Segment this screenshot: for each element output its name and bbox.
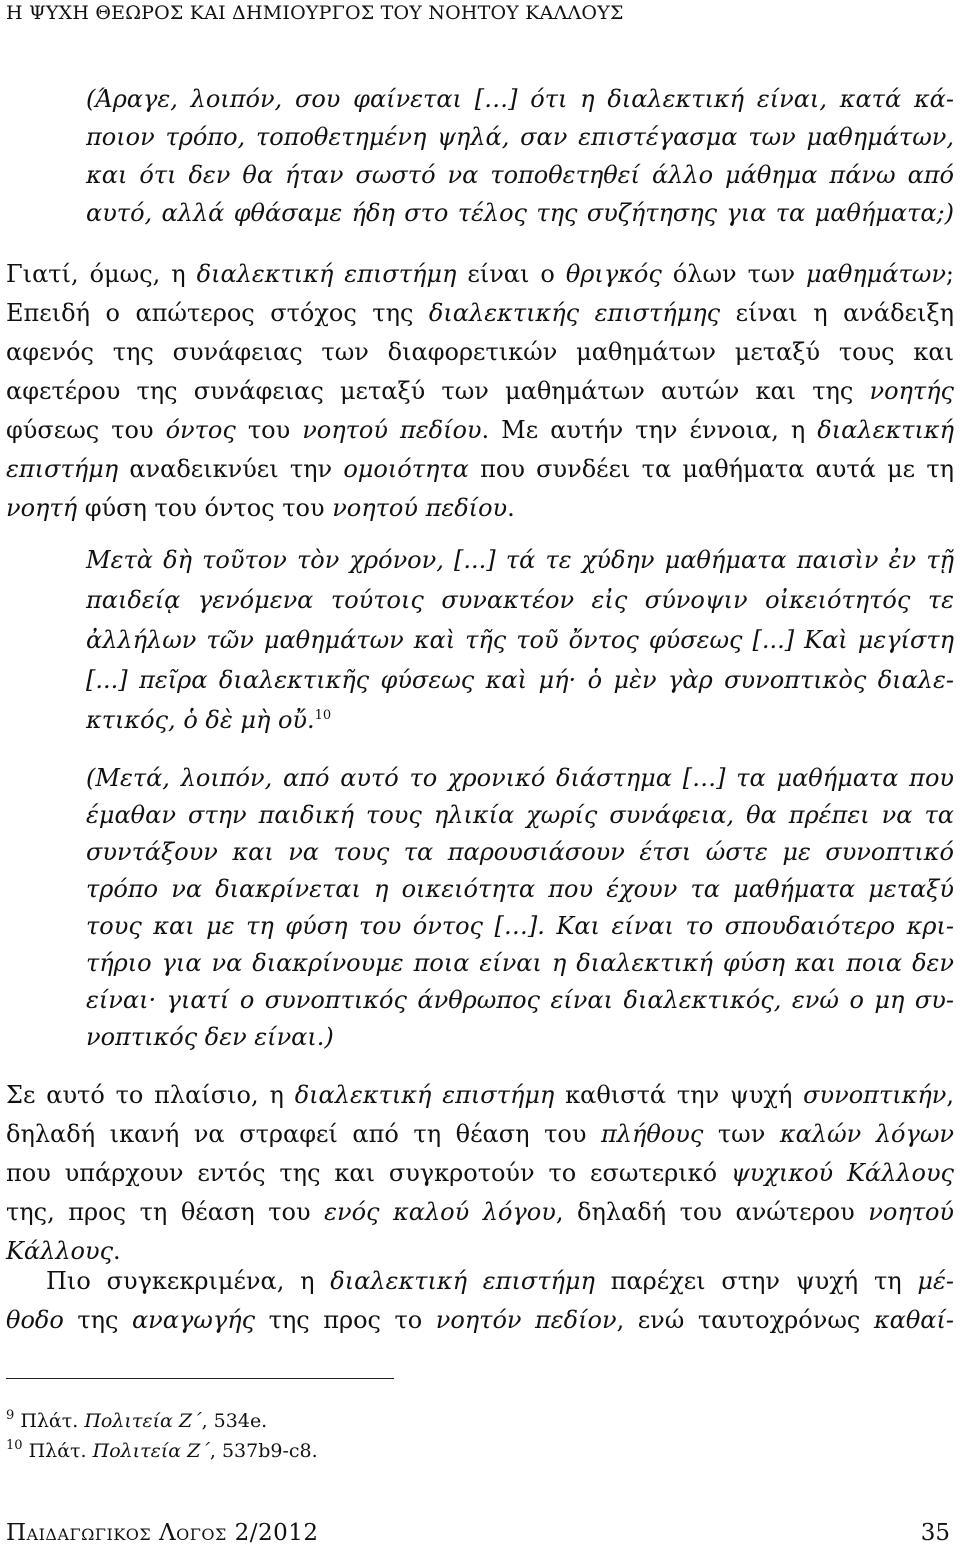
emphasis: πλήθους	[601, 1120, 704, 1148]
footnote-reference[interactable]: 10	[314, 708, 332, 723]
footnote-10	[6, 1434, 318, 1463]
text-line	[6, 1154, 954, 1193]
emphasis: διαλεκτική επιστήμη	[330, 1267, 595, 1295]
text-run: Πλάτ.	[14, 1410, 85, 1432]
text-run: . Με αυτήν την έννοια, η	[481, 416, 818, 444]
text-line: [...] πεῖρα διαλεκτικῆς φύσεως καὶ μή· ὁ μὲν γὰρ συνοπτικὸς διαλε-	[86, 666, 954, 694]
text-line: αφενός της συνάφειας των διαφορετικών μαθημάτων μεταξύ τους και	[6, 338, 954, 366]
emphasis: διαλεκτικής επιστήμης	[428, 299, 721, 327]
emphasis: Κάλλους	[6, 1237, 114, 1265]
text-run: που συνδέει τα μαθήματα αυτά με τη	[468, 455, 954, 483]
text-line: (Μετά, λοιπόν, από αυτό το χρονικό διάστημα […] τα μαθήματα που	[86, 764, 954, 792]
emphasis: συνοπτικήν	[803, 1081, 947, 1109]
text-run: της προς το	[255, 1306, 436, 1334]
text-line: Μετὰ δὴ τοῦτον τὸν χρόνον, [...] τά τε χύδην μαθήματα παισὶν ἐν τῇ	[86, 546, 954, 574]
text-line: τρόπο να διακρίνεται η οικειότητα που έχουν τα μαθήματα μεταξύ	[86, 875, 954, 903]
emphasis: αναγωγής	[131, 1306, 256, 1334]
text-line: τήριο για να διακρίνουμε ποια είναι η διαλεκτική φύση και ποια δεν	[86, 949, 954, 977]
emphasis: ομοιότητα	[343, 455, 469, 483]
text-run: ,	[946, 1081, 954, 1109]
text-run: παρέχει στην ψυχή τη	[594, 1267, 918, 1295]
text-line	[6, 1076, 954, 1115]
text-run: Γιατί, όμως, η	[6, 260, 197, 288]
text-line	[6, 489, 954, 528]
text-run: του	[235, 416, 303, 444]
text-run: που υπάρχουν εντός της και συγκροτούν το εσωτερικό	[6, 1159, 731, 1187]
body-paragraph-2	[6, 1076, 954, 1271]
text-run: Επειδή ο απώτερος στόχος της	[6, 299, 429, 327]
text-line: είναι· γιατί ο συνοπτικός άνθρωπος είναι διαλεκτικός, ενώ ο μη συ-	[86, 986, 954, 1014]
emphasis: ψυχικού Κάλλους	[730, 1159, 954, 1187]
text-line: ἀλλήλων τῶν μαθημάτων καὶ τῆς τοῦ ὄντος φύσεως [...] Καὶ μεγίστη	[86, 626, 954, 654]
text-line: και ότι δεν θα ήταν σωστό να τοποθετηθεί άλλο μάθημα πάνω από	[86, 161, 954, 189]
emphasis: ενός καλού λόγου	[324, 1198, 556, 1226]
text-line	[6, 1193, 954, 1232]
emphasis: διαλεκτική	[817, 416, 954, 444]
text-line: αυτό, αλλά φθάσαμε ήδη στο τέλος της συζήτησης για τα μαθήματα;)	[86, 199, 954, 227]
emphasis: νοητού	[868, 1198, 955, 1226]
text-run: , 537b9-c8.	[209, 1440, 318, 1462]
text-line	[6, 1115, 954, 1154]
footnote-number: 10	[6, 1438, 23, 1453]
emphasis: νοητού πεδίου	[302, 416, 482, 444]
text-run: των	[703, 1120, 780, 1148]
text-line	[6, 1301, 954, 1340]
translation-quote-1	[86, 80, 954, 232]
text-run: Πλάτ.	[22, 1440, 93, 1462]
emphasis: διαλεκτική επιστήμη	[294, 1081, 555, 1109]
text-run: Πιο συγκεκριμένα, η	[46, 1267, 331, 1295]
page-number: 35	[920, 1520, 950, 1546]
text-line: νοπτικός δεν είναι.)	[86, 1023, 334, 1051]
text-run: της, προς τη θέαση του	[6, 1198, 325, 1226]
text-run: δηλαδή ικανή να στραφεί από τη θέαση του	[6, 1120, 602, 1148]
text-line: (Άραγε, λοιπόν, σου φαίνεται […] ότι η διαλεκτική είναι, κατά κά-	[86, 85, 954, 113]
text-line: παιδείᾳ γενόμενα τούτοις συνακτέον εἰς σύνοψιν οἰκειότητός τε	[86, 586, 954, 614]
text-run: , ενώ ταυτοχρόνως	[616, 1306, 874, 1334]
text-run: φύσεως	[6, 416, 100, 444]
ancient-greek-quote	[86, 540, 954, 740]
text-line	[6, 255, 954, 294]
text-run: του	[99, 416, 166, 444]
text-run: .	[507, 494, 515, 522]
emphasis: καλών λόγων	[779, 1120, 954, 1148]
emphasis: όντος	[165, 416, 236, 444]
emphasis: νοητού πεδίου	[332, 494, 508, 522]
emphasis: νοητή	[6, 494, 78, 522]
text-run: της	[63, 1306, 132, 1334]
text-run: κτικός, ὁ δὲ μὴ οὔ.	[86, 706, 315, 734]
emphasis: νοητής	[869, 377, 954, 405]
body-paragraph-3	[6, 1262, 954, 1340]
text-run: .	[113, 1237, 121, 1265]
footnote-separator	[6, 1378, 394, 1379]
text-run: αφετέρου της συνάφειας μεταξύ των μαθημάτων αυτών και της	[6, 377, 870, 405]
text-run: είναι η ανάδειξη	[720, 299, 954, 327]
text-line	[6, 411, 954, 450]
footnote-9	[6, 1404, 267, 1433]
text-run: όλων των	[661, 260, 807, 288]
emphasis: νοητόν πεδίον	[435, 1306, 617, 1334]
emphasis: μέ-	[917, 1267, 954, 1295]
text-run: αναδεικνύει την	[118, 455, 344, 483]
text-run: Σε αυτό το πλαίσιο, η	[6, 1081, 295, 1109]
text-run: ;	[945, 260, 954, 288]
text-line: έμαθαν στην παιδική τους ηλικία χωρίς συνάφεια, θα πρέπει να τα	[86, 801, 954, 829]
journal-footer: Παιδαγωγικος Λογος 2/2012	[6, 1520, 319, 1546]
text-line: ποιον τρόπο, τοποθετημένη ψηλά, σαν επιστέγασμα των μαθημάτων,	[86, 123, 954, 151]
translation-quote-2	[86, 760, 954, 1056]
text-line: συντάξουν και να τους τα παρουσιάσουν έτσι ώστε με συνοπτικό	[86, 838, 954, 866]
text-line	[6, 450, 954, 489]
emphasis: μαθημάτων	[806, 260, 946, 288]
body-paragraph-1	[6, 255, 954, 528]
emphasis: Πολιτεία Ζ΄	[92, 1440, 210, 1462]
emphasis: διαλεκτική επιστήμη	[196, 260, 457, 288]
text-run: είναι ο	[456, 260, 566, 288]
text-line: τους και με τη φύση του όντος […]. Και είναι το σπουδαιότερο κρι-	[86, 912, 954, 940]
emphasis: καθαί-	[873, 1306, 954, 1334]
text-line	[86, 700, 954, 740]
emphasis: θριγκός	[565, 260, 662, 288]
text-run: καθιστά την ψυχή	[554, 1081, 804, 1109]
emphasis: Πολιτεία Ζ΄	[84, 1410, 202, 1432]
emphasis: θοδο	[6, 1306, 64, 1334]
text-line	[6, 1262, 954, 1301]
text-line	[6, 372, 954, 411]
text-run: , δηλαδή του ανώτερου	[555, 1198, 869, 1226]
text-run: , 534e.	[201, 1410, 268, 1432]
text-line	[6, 294, 954, 333]
footnote-number: 9	[6, 1408, 15, 1423]
emphasis: επιστήμη	[6, 455, 119, 483]
text-run: φύση του όντος του	[77, 494, 333, 522]
running-head: Η ΨΥΧΗ ΘΕΩΡΟΣ ΚΑΙ ΔΗΜΙΟΥΡΓΟΣ ΤΟΥ ΝΟΗΤΟΥ ΚΑΛΛΟΥΣ	[6, 2, 624, 24]
